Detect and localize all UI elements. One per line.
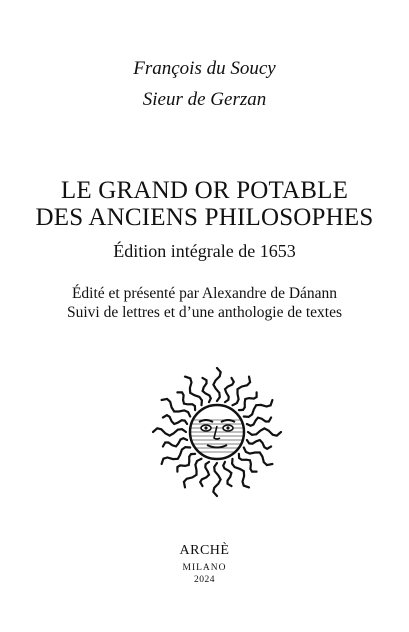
sun-ray xyxy=(223,462,231,486)
sun-ray xyxy=(203,378,211,402)
sun-ray xyxy=(162,399,191,417)
sun-ray xyxy=(213,463,220,496)
sun-ray xyxy=(247,440,271,449)
publisher-name: ARCHÈ xyxy=(179,543,230,558)
sun-ray xyxy=(184,459,202,488)
sun-ray xyxy=(163,438,187,446)
author-name: François du Soucy xyxy=(133,58,276,79)
sun-ray xyxy=(153,428,186,435)
sun-ray xyxy=(225,378,234,402)
editor-credit: Édité et présenté par Alexandre de Dánann xyxy=(71,285,338,302)
book-title-line-2: DES ANCIENS PHILOSOPHES xyxy=(35,204,374,231)
book-title-line-1: LE GRAND OR POTABLE xyxy=(60,177,349,204)
sun-ray xyxy=(162,447,191,464)
sun-ray xyxy=(233,377,251,406)
publisher-city: MILANO xyxy=(182,563,227,573)
sun-face-icon xyxy=(147,360,287,500)
sun-ray xyxy=(200,462,209,486)
sun-ray xyxy=(232,459,249,488)
sun-ray xyxy=(248,428,281,435)
sun-ray xyxy=(213,368,220,401)
sun-ray xyxy=(244,400,273,417)
contents-note: Suivi de lettres et d’une anthologie de textes xyxy=(66,304,343,321)
publication-year: 2024 xyxy=(194,575,215,585)
author-title: Sieur de Gerzan xyxy=(142,89,267,110)
edition-note: Édition intégrale de 1653 xyxy=(113,241,296,261)
sun-ray xyxy=(244,448,273,466)
sun-ray xyxy=(247,418,271,426)
sun-ray xyxy=(185,377,202,406)
sun-ray xyxy=(163,415,187,424)
